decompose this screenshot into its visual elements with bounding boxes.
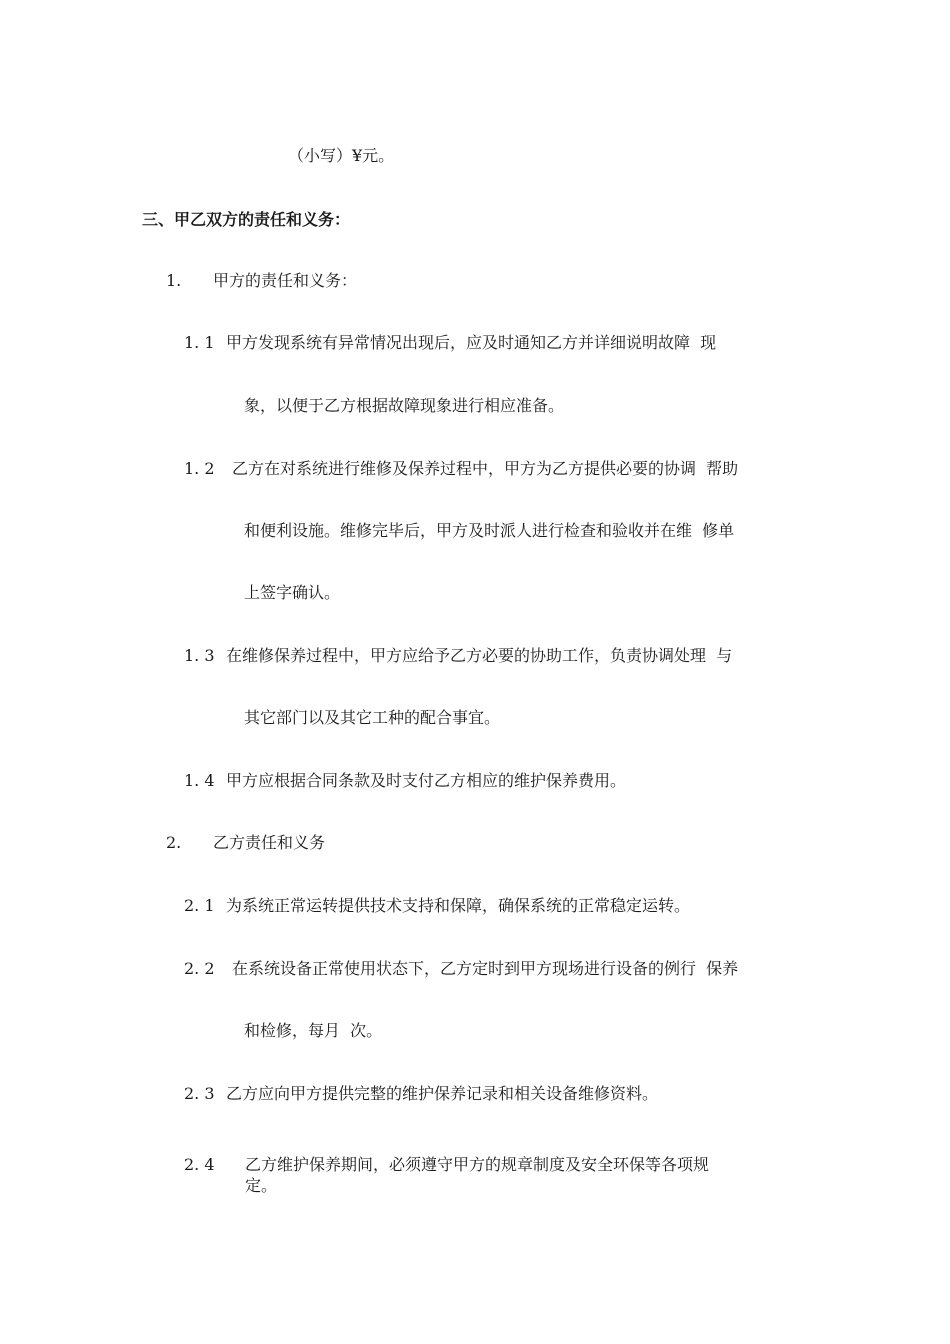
party-a-number: 1. [166, 271, 182, 290]
clause-text: 在维修保养过程中，甲方应给予乙方必要的协助工作，负责协调处理 与 [226, 646, 733, 665]
party-b-title: 乙方责任和义务 [213, 833, 326, 852]
clause-number: 1. 4 [184, 771, 215, 790]
clause-text: 在系统设备正常使用状态下，乙方定时到甲方现场进行设备的例行 保养 [232, 959, 739, 978]
clause-text: 上签字确认。 [244, 583, 341, 602]
clause-number: 2. 2 [184, 959, 215, 978]
clause-text: 乙方维护保养期间，必须遵守甲方的规章制度及安全环保等各项规 [245, 1155, 710, 1174]
clause-text: 定。 [245, 1176, 278, 1195]
clause-text: 其它部门以及其它工种的配合事宜。 [244, 708, 501, 727]
clause-number: 2. 4 [184, 1155, 215, 1174]
clause-number: 1. 3 [184, 646, 215, 665]
clause-text: 乙方在对系统进行维修及保养过程中，甲方为乙方提供必要的协调 帮助 [232, 459, 739, 478]
amount-small-line: （小写）¥元。 [288, 146, 395, 165]
clause-text: 和检修，每月 次。 [244, 1021, 383, 1040]
party-b-number: 2. [166, 833, 182, 852]
clause-text: 和便利设施。维修完毕后，甲方及时派人进行检查和验收并在维 修单 [244, 521, 735, 540]
clause-text: 甲方应根据合同条款及时支付乙方相应的维护保养费用。 [226, 771, 627, 790]
clause-text: 乙方应向甲方提供完整的维护保养记录和相关设备维修资料。 [226, 1084, 659, 1103]
clause-text: 象，以便于乙方根据故障现象进行相应准备。 [244, 396, 565, 415]
party-a-title: 甲方的责任和义务： [213, 271, 358, 290]
clause-number: 1. 1 [184, 333, 215, 352]
clause-text: 为系统正常运转提供技术支持和保障，确保系统的正常稳定运转。 [226, 896, 691, 915]
clause-text: 甲方发现系统有异常情况出现后，应及时通知乙方并详细说明故障 现 [226, 333, 717, 352]
clause-number: 2. 3 [184, 1084, 215, 1103]
clause-number: 1. 2 [184, 459, 215, 478]
clause-number: 2. 1 [184, 896, 215, 915]
section-heading: 三、甲乙双方的责任和义务： [142, 210, 351, 229]
